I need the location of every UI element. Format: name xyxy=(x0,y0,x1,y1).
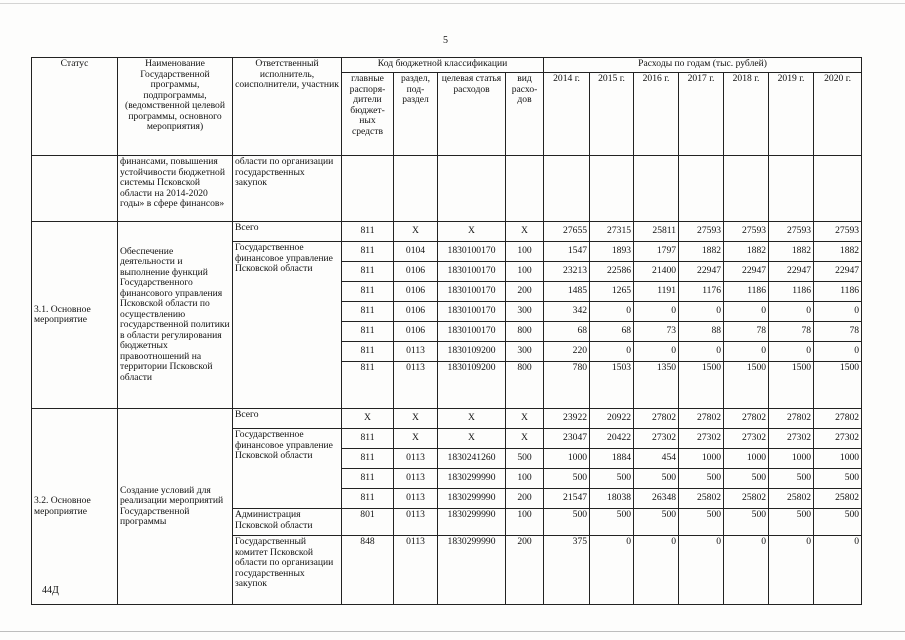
expense-value-cell: 27593 xyxy=(724,222,769,242)
expense-value-cell: 1500 xyxy=(724,362,769,409)
header-year: 2018 г. xyxy=(724,73,769,156)
kbk-section-cell: 0106 xyxy=(394,302,438,322)
expense-value-cell: 500 xyxy=(769,509,814,536)
kbk-target-cell: 1830109200 xyxy=(438,342,506,362)
expense-value-cell: 1893 xyxy=(590,242,634,262)
header-kbk-target: целевая статья расходов xyxy=(438,73,506,156)
activity-status: 3.2. Основное мероприятие xyxy=(32,409,118,605)
expense-value-cell: 780 xyxy=(544,362,590,409)
expense-value-cell: 73 xyxy=(634,322,679,342)
expense-value-cell: 22947 xyxy=(679,262,724,282)
expense-value-cell: 500 xyxy=(814,509,862,536)
kbk-grbs-cell: 811 xyxy=(342,242,394,262)
table-row xyxy=(32,409,862,429)
kbk-section-cell: 0113 xyxy=(394,342,438,362)
expense-value-cell: 27315 xyxy=(590,222,634,242)
expense-value-cell: 27802 xyxy=(634,409,679,429)
expense-value-cell: 26348 xyxy=(634,489,679,509)
table-row xyxy=(32,222,862,242)
kbk-type-cell: X xyxy=(506,429,544,449)
expense-value-cell: 22947 xyxy=(814,262,862,282)
expense-value-cell: 0 xyxy=(814,302,862,322)
expense-value-cell: 78 xyxy=(769,322,814,342)
header-year: 2014 г. xyxy=(544,73,590,156)
responsible-cell: Государственное финансовое управление Псковской области xyxy=(233,242,342,409)
expense-value-cell: 1882 xyxy=(679,242,724,262)
expense-value-cell: 1000 xyxy=(544,449,590,469)
expense-value-cell: 21547 xyxy=(544,489,590,509)
expense-value-cell: 0 xyxy=(634,536,679,605)
expense-value-cell: 20422 xyxy=(590,429,634,449)
header-status: Статус xyxy=(32,58,118,156)
empty-cell xyxy=(438,156,506,222)
expense-value-cell: 0 xyxy=(769,302,814,322)
expense-value-cell: 27302 xyxy=(769,429,814,449)
kbk-section-cell: X xyxy=(394,429,438,449)
expense-value-cell: 1000 xyxy=(724,449,769,469)
expense-value-cell: 0 xyxy=(679,342,724,362)
expense-value-cell: 25802 xyxy=(769,489,814,509)
expense-value-cell: 0 xyxy=(724,342,769,362)
expense-value-cell: 0 xyxy=(769,536,814,605)
expense-value-cell: 1265 xyxy=(590,282,634,302)
header-year: 2017 г. xyxy=(679,73,724,156)
expense-value-cell: 1191 xyxy=(634,282,679,302)
expense-value-cell: 27302 xyxy=(634,429,679,449)
expense-value-cell: 27802 xyxy=(724,409,769,429)
expense-value-cell: 78 xyxy=(724,322,769,342)
expense-value-cell: 220 xyxy=(544,342,590,362)
expense-value-cell: 375 xyxy=(544,536,590,605)
kbk-type-cell: 200 xyxy=(506,489,544,509)
expense-value-cell: 68 xyxy=(590,322,634,342)
expense-value-cell: 0 xyxy=(590,302,634,322)
expense-value-cell: 27593 xyxy=(814,222,862,242)
kbk-type-cell: 800 xyxy=(506,362,544,409)
kbk-target-cell: X xyxy=(438,429,506,449)
budget-table xyxy=(31,57,862,605)
expense-value-cell: 78 xyxy=(814,322,862,342)
expense-value-cell: 1186 xyxy=(724,282,769,302)
header-name: Наименование Государственной программы, подпрограммы, (ведомственной целевой программы, основного мероприятия) xyxy=(118,58,233,156)
expense-value-cell: 27802 xyxy=(679,409,724,429)
expense-value-cell: 500 xyxy=(590,509,634,536)
kbk-target-cell: 1830100170 xyxy=(438,322,506,342)
expense-value-cell: 27302 xyxy=(814,429,862,449)
kbk-target-cell: X xyxy=(438,222,506,242)
expense-value-cell: 1547 xyxy=(544,242,590,262)
expense-value-cell: 27802 xyxy=(769,409,814,429)
expense-value-cell: 27655 xyxy=(544,222,590,242)
expense-value-cell: 1882 xyxy=(814,242,862,262)
empty-cell xyxy=(814,156,862,222)
header-year: 2015 г. xyxy=(590,73,634,156)
expense-value-cell: 1000 xyxy=(769,449,814,469)
kbk-target-cell: 1830299990 xyxy=(438,536,506,605)
expense-value-cell: 25802 xyxy=(679,489,724,509)
header-responsible: Ответственный исполнитель, соисполнители, участник xyxy=(233,58,342,156)
expense-value-cell: 23047 xyxy=(544,429,590,449)
kbk-section-cell: 0113 xyxy=(394,489,438,509)
header-year: 2016 г. xyxy=(634,73,679,156)
empty-cell xyxy=(590,156,634,222)
kbk-type-cell: X xyxy=(506,222,544,242)
expense-value-cell: 1000 xyxy=(814,449,862,469)
expense-value-cell: 342 xyxy=(544,302,590,322)
kbk-target-cell: X xyxy=(438,409,506,429)
kbk-section-cell: 0113 xyxy=(394,362,438,409)
kbk-section-cell: 0104 xyxy=(394,242,438,262)
empty-cell xyxy=(342,156,394,222)
kbk-grbs-cell: 811 xyxy=(342,222,394,242)
header-year: 2019 г. xyxy=(769,73,814,156)
continuation-status xyxy=(32,156,118,222)
expense-value-cell: 27302 xyxy=(724,429,769,449)
empty-cell xyxy=(769,156,814,222)
activity-name: Обеспечение деятельности и выполнение функций Государственного финансового управления Псковской области по осуществлению государственной политики в области регулирования бюджетных правоотношений на территории Псковской области xyxy=(118,222,233,409)
empty-cell xyxy=(394,156,438,222)
expense-value-cell: 22947 xyxy=(724,262,769,282)
expense-value-cell: 0 xyxy=(590,342,634,362)
expense-value-cell: 1500 xyxy=(814,362,862,409)
activity-name: Создание условий для реализации мероприятий Государственной программы xyxy=(118,409,233,605)
expense-value-cell: 500 xyxy=(724,509,769,536)
kbk-type-cell: 200 xyxy=(506,536,544,605)
kbk-target-cell: 1830241260 xyxy=(438,449,506,469)
expense-value-cell: 25802 xyxy=(814,489,862,509)
header-year: 2020 г. xyxy=(814,73,862,156)
kbk-type-cell: X xyxy=(506,409,544,429)
header-kbk-group: Код бюджетной классификации xyxy=(342,58,544,73)
expense-value-cell: 0 xyxy=(724,302,769,322)
kbk-grbs-cell: 811 xyxy=(342,449,394,469)
scan-edge-bottom xyxy=(0,631,905,632)
header-expenses-group: Расходы по годам (тыс. рублей) xyxy=(544,58,862,73)
kbk-target-cell: 1830100170 xyxy=(438,302,506,322)
page-number: 5 xyxy=(443,35,448,46)
kbk-type-cell: 200 xyxy=(506,282,544,302)
kbk-grbs-cell: 801 xyxy=(342,509,394,536)
expense-value-cell: 0 xyxy=(814,536,862,605)
kbk-grbs-cell: 811 xyxy=(342,429,394,449)
kbk-type-cell: 800 xyxy=(506,322,544,342)
expense-value-cell: 1882 xyxy=(724,242,769,262)
kbk-grbs-cell: 811 xyxy=(342,469,394,489)
expense-value-cell: 0 xyxy=(634,302,679,322)
expense-value-cell: 1882 xyxy=(769,242,814,262)
kbk-grbs-cell: 848 xyxy=(342,536,394,605)
responsible-cell: Всего xyxy=(233,409,342,429)
kbk-target-cell: 1830299990 xyxy=(438,489,506,509)
expense-value-cell: 0 xyxy=(814,342,862,362)
expense-value-cell: 1797 xyxy=(634,242,679,262)
kbk-section-cell: 0113 xyxy=(394,509,438,536)
kbk-target-cell: 1830100170 xyxy=(438,282,506,302)
expense-value-cell: 500 xyxy=(724,469,769,489)
expense-value-cell: 1503 xyxy=(590,362,634,409)
responsible-cell: Государственное финансовое управление Псковской области xyxy=(233,429,342,509)
expense-value-cell: 0 xyxy=(769,342,814,362)
expense-value-cell: 23213 xyxy=(544,262,590,282)
expense-value-cell: 27593 xyxy=(679,222,724,242)
expense-value-cell: 23922 xyxy=(544,409,590,429)
expense-value-cell: 1000 xyxy=(679,449,724,469)
expense-value-cell: 22947 xyxy=(769,262,814,282)
expense-value-cell: 27802 xyxy=(814,409,862,429)
header-kbk-type: вид расхо-дов xyxy=(506,73,544,156)
expense-value-cell: 454 xyxy=(634,449,679,469)
expense-value-cell: 0 xyxy=(634,342,679,362)
expense-value-cell: 500 xyxy=(634,509,679,536)
kbk-grbs-cell: 811 xyxy=(342,282,394,302)
responsible-cell: Всего xyxy=(233,222,342,242)
header-kbk-section: раздел, под-раздел xyxy=(394,73,438,156)
kbk-section-cell: 0113 xyxy=(394,449,438,469)
expense-value-cell: 500 xyxy=(544,469,590,489)
expense-value-cell: 20922 xyxy=(590,409,634,429)
kbk-grbs-cell: X xyxy=(342,409,394,429)
empty-cell xyxy=(679,156,724,222)
expense-value-cell: 500 xyxy=(544,509,590,536)
kbk-grbs-cell: 811 xyxy=(342,262,394,282)
expense-value-cell: 88 xyxy=(679,322,724,342)
kbk-grbs-cell: 811 xyxy=(342,489,394,509)
expense-value-cell: 21400 xyxy=(634,262,679,282)
expense-value-cell: 500 xyxy=(634,469,679,489)
expense-value-cell: 0 xyxy=(679,536,724,605)
kbk-target-cell: 1830100170 xyxy=(438,262,506,282)
kbk-target-cell: 1830100170 xyxy=(438,242,506,262)
responsible-cell: Государственный комитет Псковской области по организации государственных закупок xyxy=(233,536,342,605)
continuation-row xyxy=(32,156,862,222)
kbk-type-cell: 300 xyxy=(506,342,544,362)
expense-value-cell: 27302 xyxy=(679,429,724,449)
kbk-grbs-cell: 811 xyxy=(342,362,394,409)
kbk-type-cell: 100 xyxy=(506,262,544,282)
expense-value-cell: 500 xyxy=(679,509,724,536)
kbk-section-cell: X xyxy=(394,409,438,429)
empty-cell xyxy=(544,156,590,222)
scan-edge-top xyxy=(0,3,905,4)
expense-value-cell: 1350 xyxy=(634,362,679,409)
kbk-type-cell: 500 xyxy=(506,449,544,469)
kbk-section-cell: 0106 xyxy=(394,322,438,342)
expense-value-cell: 18038 xyxy=(590,489,634,509)
expense-value-cell: 1485 xyxy=(544,282,590,302)
expense-value-cell: 0 xyxy=(679,302,724,322)
kbk-section-cell: 0106 xyxy=(394,262,438,282)
empty-cell xyxy=(506,156,544,222)
empty-cell xyxy=(634,156,679,222)
responsible-cell: Администрация Псковской области xyxy=(233,509,342,536)
expense-value-cell: 500 xyxy=(679,469,724,489)
kbk-section-cell: 0106 xyxy=(394,282,438,302)
kbk-target-cell: 1830299990 xyxy=(438,469,506,489)
footer-code: 44Д xyxy=(42,585,59,596)
kbk-type-cell: 100 xyxy=(506,469,544,489)
kbk-section-cell: X xyxy=(394,222,438,242)
expense-value-cell: 1176 xyxy=(679,282,724,302)
expense-value-cell: 0 xyxy=(724,536,769,605)
expense-value-cell: 1186 xyxy=(814,282,862,302)
kbk-grbs-cell: 811 xyxy=(342,322,394,342)
expense-value-cell: 22586 xyxy=(590,262,634,282)
expense-value-cell: 1500 xyxy=(679,362,724,409)
expense-value-cell: 1884 xyxy=(590,449,634,469)
kbk-section-cell: 0113 xyxy=(394,536,438,605)
continuation-responsible: области по организации государственных закупок xyxy=(233,156,342,222)
continuation-name: финансами, повышения устойчивости бюджетной системы Псковской области на 2014-2020 годы» в сфере финансов» xyxy=(118,156,233,222)
kbk-type-cell: 100 xyxy=(506,242,544,262)
activity-status: 3.1. Основное мероприятие xyxy=(32,222,118,409)
expense-value-cell: 1186 xyxy=(769,282,814,302)
expense-value-cell: 1500 xyxy=(769,362,814,409)
expense-value-cell: 68 xyxy=(544,322,590,342)
expense-value-cell: 500 xyxy=(590,469,634,489)
header-kbk-grbs: главные распоря-дители бюджет-ных средств xyxy=(342,73,394,156)
expense-value-cell: 27593 xyxy=(769,222,814,242)
kbk-section-cell: 0113 xyxy=(394,469,438,489)
expense-value-cell: 25811 xyxy=(634,222,679,242)
kbk-type-cell: 300 xyxy=(506,302,544,322)
kbk-type-cell: 100 xyxy=(506,509,544,536)
expense-value-cell: 500 xyxy=(814,469,862,489)
empty-cell xyxy=(724,156,769,222)
kbk-target-cell: 1830109200 xyxy=(438,362,506,409)
table-body xyxy=(32,156,862,605)
kbk-grbs-cell: 811 xyxy=(342,342,394,362)
expense-value-cell: 0 xyxy=(590,536,634,605)
expense-value-cell: 500 xyxy=(769,469,814,489)
kbk-target-cell: 1830299990 xyxy=(438,509,506,536)
expense-value-cell: 25802 xyxy=(724,489,769,509)
kbk-grbs-cell: 811 xyxy=(342,302,394,322)
